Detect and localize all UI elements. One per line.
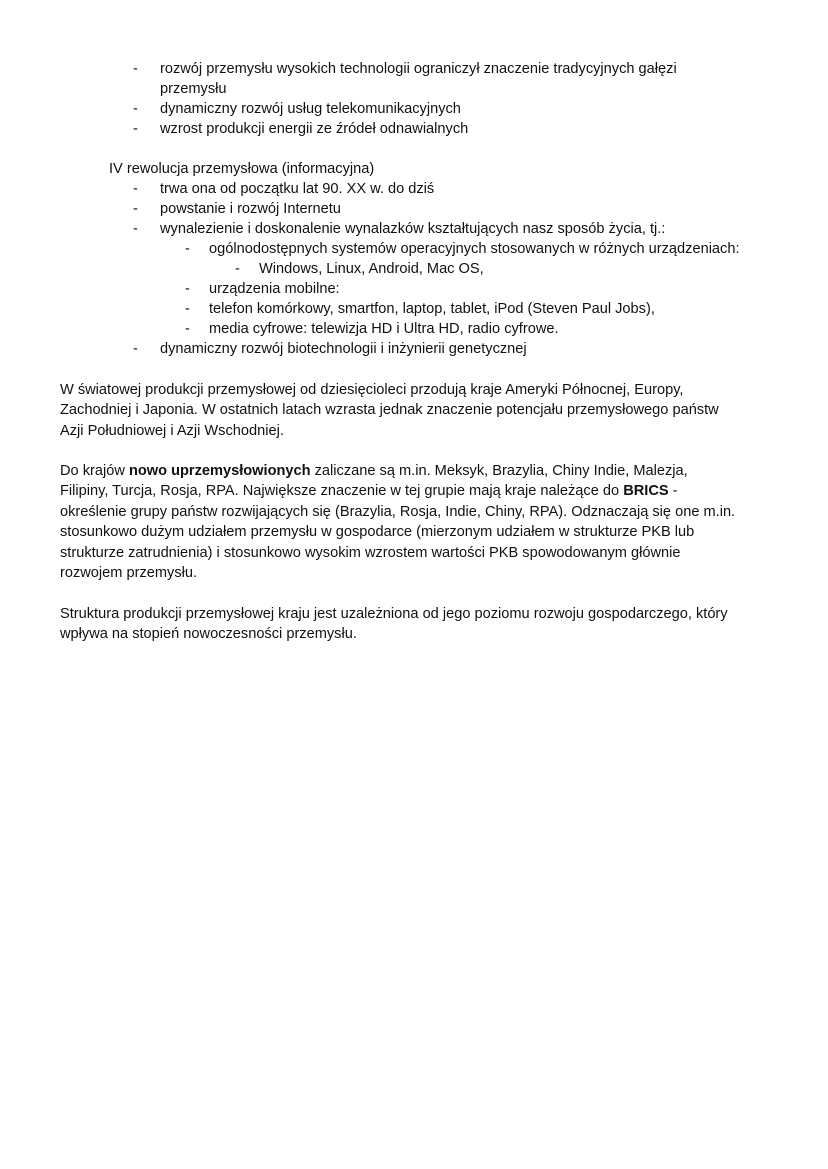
bullet-dash: -: [133, 101, 138, 117]
list-item-text: wynalezienie i doskonalenie wynalazków kształtujących nasz sposób życia, tj.:: [160, 221, 666, 237]
section-heading: IV rewolucja przemysłowa (informacyjna): [109, 161, 375, 177]
sub-bullet-dash: -: [185, 301, 190, 317]
sub-sub-bullet-dash: -: [235, 261, 240, 277]
paragraph-line: wpływa na stopień nowoczesności przemysłu.: [60, 626, 357, 643]
sub-list-item-text: media cyfrowe: telewizja HD i Ultra HD, radio cyfrowe.: [209, 321, 559, 337]
paragraph-line: Struktura produkcji przemysłowej kraju jest uzależniona od jego poziomu rozwoju gospodarczego, który: [60, 606, 728, 622]
paragraph-line: określenie grupy państw rozwijających się (Brazylia, Rosja, Indie, Chiny, RPA). Odznaczają się one m.in.: [60, 503, 736, 520]
bullet-dash: -: [133, 121, 138, 137]
bullet-dash: -: [133, 201, 138, 217]
list-item-text-continued: przemysłu: [160, 81, 227, 97]
paragraph-line: stosunkowo dużym udziałem przemysłu w gospodarce (mierzonym udziałem w strukturze PKB lub: [60, 524, 695, 541]
bold-term: BRICS: [623, 483, 669, 500]
list-item-text: wzrost produkcji energii ze źródeł odnawialnych: [160, 121, 469, 137]
paragraph-line: [60, 461, 780, 481]
bold-term: nowo uprzemysłowionych: [128, 463, 311, 479]
paragraph-newly-industrialized: [60, 461, 780, 583]
bullet-dash: -: [133, 221, 138, 237]
text-run: zaliczane są m.in. Meksyk, Brazylia, Chiny Indie, Malezja,: [310, 463, 688, 479]
sub-list-item-text: ogólnodostępnych systemów operacyjnych stosowanych w różnych urządzeniach:: [209, 241, 740, 257]
list-item-text: trwa ona od początku lat 90. XX w. do dziś: [160, 181, 435, 197]
text-run: Filipiny, Turcja, Rosja, RPA. Największe znaczenie w tej grupie mają kraje należące do: [60, 483, 624, 500]
sub-bullet-dash: -: [185, 241, 190, 257]
paragraph-line: W światowej produkcji przemysłowej od dziesięcioleci przodują kraje Ameryki Północnej, Europy,: [60, 382, 684, 398]
sub-sub-list-item-text: Windows, Linux, Android, Mac OS,: [259, 261, 484, 277]
paragraph-line: Azji Południowej i Azji Wschodniej.: [60, 422, 284, 439]
bullet-dash: -: [133, 341, 138, 357]
list-item-text: powstanie i rozwój Internetu: [160, 201, 341, 217]
sub-bullet-dash: -: [185, 281, 190, 297]
sub-list-item-text: urządzenia mobilne:: [209, 281, 340, 297]
paragraph-line: [60, 481, 780, 501]
sub-bullet-dash: -: [185, 321, 190, 337]
paragraph-world-production: [60, 380, 780, 441]
list-item-text: rozwój przemysłu wysokich technologii ograniczył znaczenie tradycyjnych gałęzi: [160, 61, 677, 77]
list-item-text: dynamiczny rozwój biotechnologii i inżynierii genetycznej: [160, 341, 527, 357]
paragraph-line: Zachodniej i Japonia. W ostatnich latach wzrasta jednak znaczenie potencjału przemysłowego państw: [60, 402, 719, 419]
list-item-text: dynamiczny rozwój usług telekomunikacyjnych: [160, 101, 461, 117]
sub-list-item-text: telefon komórkowy, smartfon, laptop, tablet, iPod (Steven Paul Jobs),: [209, 301, 655, 317]
text-run: -: [668, 483, 678, 500]
bullet-dash: -: [133, 61, 138, 77]
bullet-dash: -: [133, 181, 138, 197]
paragraph-production-structure: [60, 604, 780, 645]
text-run: Do krajów: [60, 463, 129, 479]
paragraph-line: rozwojem przemysłu.: [60, 565, 198, 582]
paragraph-line: strukturze zatrudnienia) i stosunkowo wysokim wzrostem wartości PKB spowodowanym głównie: [60, 544, 681, 561]
